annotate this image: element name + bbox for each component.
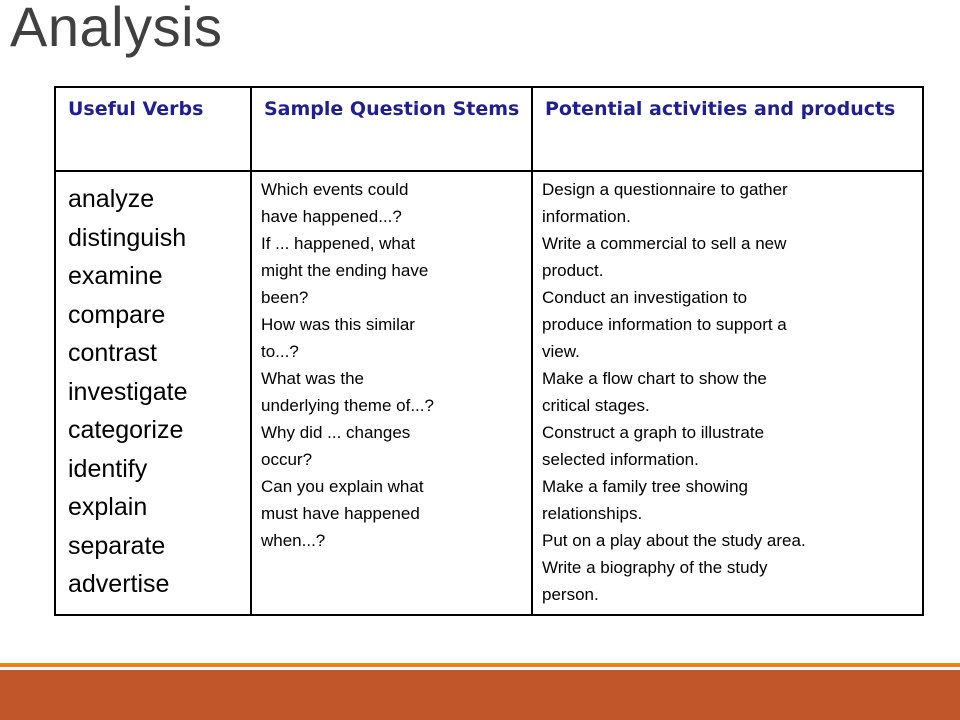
activity-line: produce information to support a	[542, 315, 787, 334]
activity-line: product.	[542, 261, 604, 280]
header-activities: Potential activities and products	[532, 87, 923, 171]
activity-line: view.	[542, 342, 580, 361]
activity-line: critical stages.	[542, 396, 650, 415]
stem-line: might the ending have	[261, 261, 429, 280]
verb-item: separate	[68, 531, 166, 560]
stem-line: If ... happened, what	[261, 234, 416, 253]
verb-item: explain	[68, 493, 148, 521]
verbs-cell	[55, 171, 251, 615]
stem-line: must have happened	[261, 504, 420, 523]
verb-item: contrast	[68, 339, 157, 367]
verb-item: distinguish	[68, 223, 187, 252]
analysis-table	[54, 86, 924, 616]
verb-item: examine	[68, 262, 163, 290]
activity-line: relationships.	[542, 504, 643, 523]
activity-line: Make a family tree showing	[542, 477, 748, 496]
stem-line: have happened...?	[261, 207, 402, 226]
slide-title: Analysis	[10, 0, 223, 58]
stems-cell	[251, 171, 532, 615]
activity-line: information.	[542, 207, 631, 226]
activity-line: Make a flow chart to show the	[542, 369, 767, 388]
verb-item: categorize	[68, 416, 184, 444]
activity-line: Conduct an investigation to	[542, 288, 748, 307]
stem-line: How was this similar	[261, 315, 415, 334]
activities-cell	[532, 171, 923, 615]
stem-line: when...?	[261, 531, 326, 550]
verb-item: analyze	[68, 185, 155, 213]
content-row	[55, 171, 923, 615]
stem-line: Which events could	[261, 180, 409, 199]
footer-accent-line	[0, 663, 960, 667]
stem-line: Why did ... changes	[261, 423, 411, 442]
stem-line: to...?	[261, 342, 299, 361]
activity-line: person.	[542, 585, 599, 604]
stem-line: been?	[261, 288, 309, 307]
activity-line: Write a biography of the study	[542, 558, 768, 577]
header-question-stems: Sample Question Stems	[251, 87, 532, 171]
activity-line: Write a commercial to sell a new	[542, 234, 787, 253]
stem-line: Can you explain what	[261, 477, 424, 496]
activity-line: Put on a play about the study area.	[542, 531, 806, 550]
verb-item: investigate	[68, 377, 188, 406]
activity-line: selected information.	[542, 450, 699, 469]
stem-line: underlying theme of...?	[261, 396, 434, 415]
stem-line: What was the	[261, 369, 364, 388]
footer-bar	[0, 670, 960, 720]
verb-item: advertise	[68, 570, 170, 598]
header-useful-verbs: Useful Verbs	[55, 87, 251, 171]
header-row	[55, 87, 923, 171]
activity-line: Design a questionnaire to gather	[542, 180, 788, 199]
verb-item: identify	[68, 454, 148, 483]
verb-item: compare	[68, 300, 166, 329]
activity-line: Construct a graph to illustrate	[542, 423, 765, 442]
stem-line: occur?	[261, 450, 313, 469]
